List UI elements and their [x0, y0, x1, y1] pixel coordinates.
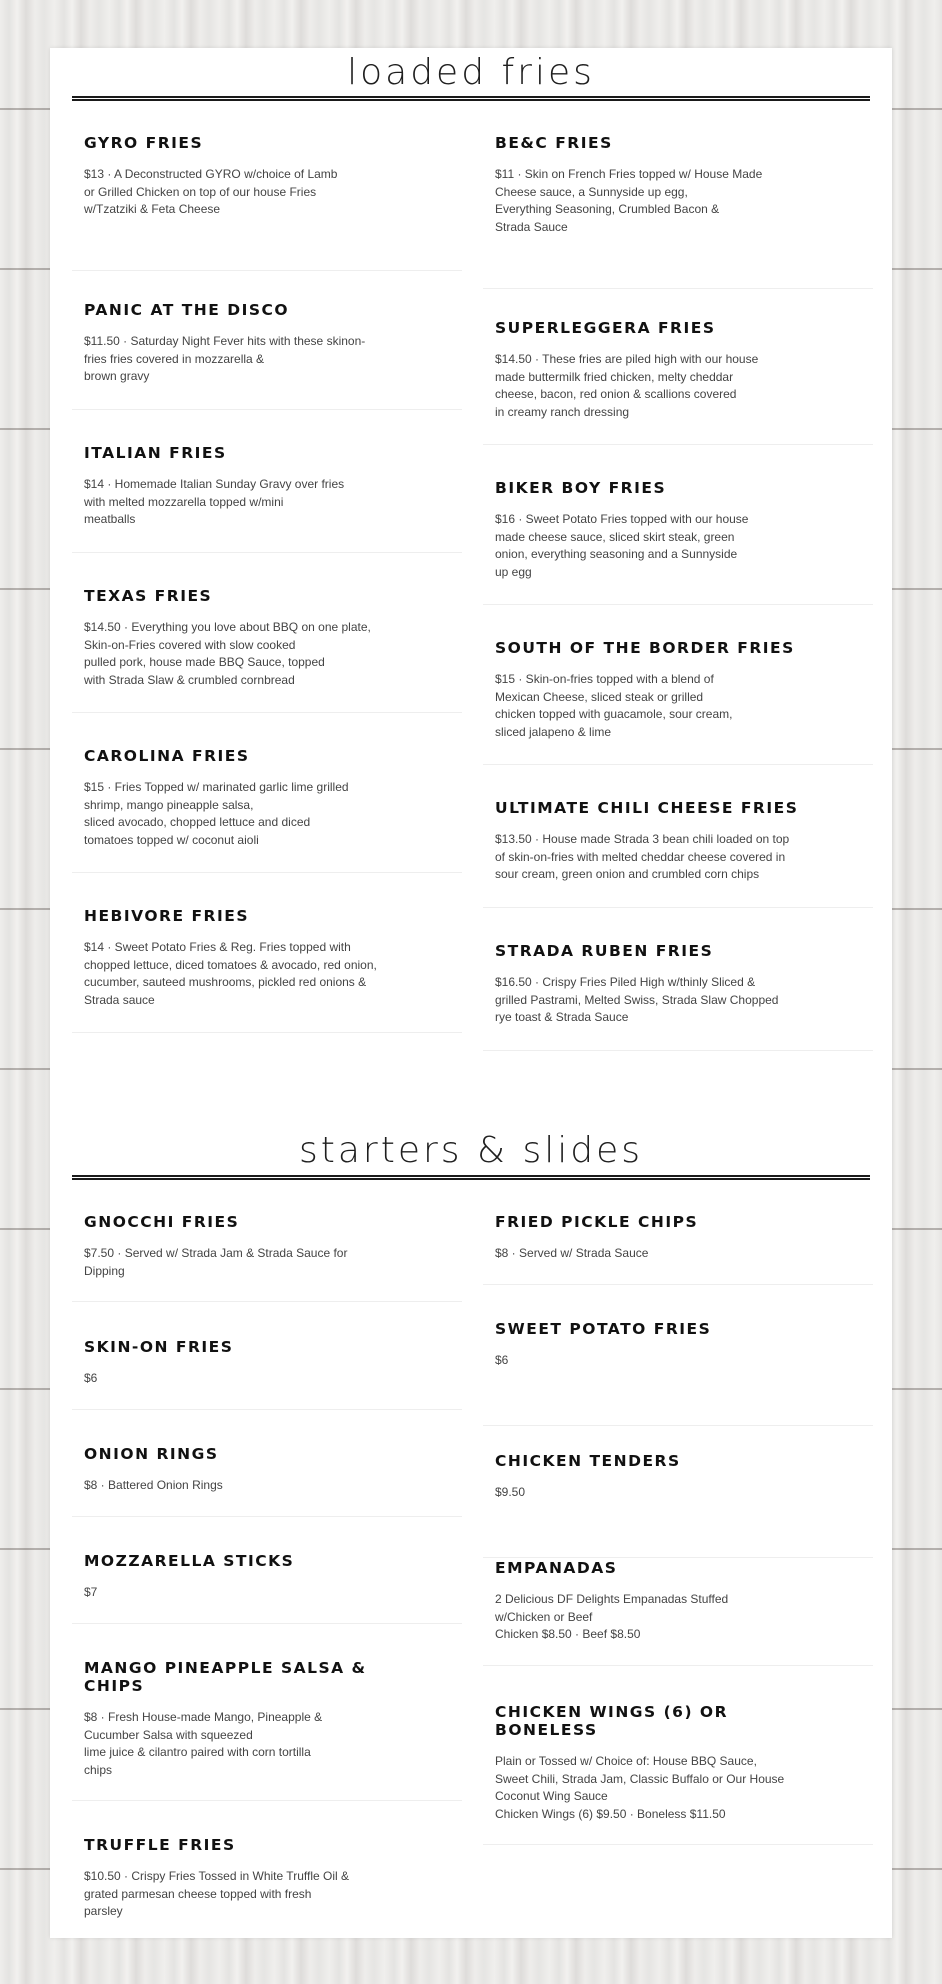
- menu-item-description: $6: [495, 1353, 509, 1367]
- menu-item-description: $8 · Battered Onion Rings: [84, 1478, 223, 1492]
- menu-item-description: $16.50 · Crispy Fries Piled High w/thinly Sliced & grilled Pastrami, Melted Swiss, Strada Slaw Chopped rye toast & Strada Sauce: [495, 975, 779, 1024]
- menu-item-description: $6: [84, 1371, 98, 1385]
- menu-item-name: CAROLINA FRIES: [84, 747, 250, 765]
- menu-item-name: CHICKEN WINGS (6) OR BONELESS: [495, 1703, 729, 1739]
- menu-item: [72, 587, 462, 713]
- menu-item: [483, 479, 873, 605]
- menu-item: [483, 639, 873, 765]
- menu-item-name: HEBIVORE FRIES: [84, 907, 250, 925]
- section-title-starters-slides: starters & slides: [298, 1130, 644, 1171]
- menu-item-name: GYRO FRIES: [84, 134, 204, 152]
- menu-item-description: $11 · Skin on French Fries topped w/ House Made Cheese sauce, a Sunnyside up egg, Everything Seasoning, Crumbled Bacon & Strada Sauce: [495, 167, 763, 234]
- menu-item: [72, 1836, 462, 1926]
- menu-item: [72, 134, 462, 271]
- menu-item-description: $8 · Served w/ Strada Sauce: [495, 1246, 649, 1260]
- menu-item-name: STRADA RUBEN FRIES: [495, 942, 714, 960]
- menu-item-name: BE&C FRIES: [495, 134, 613, 152]
- menu-item-name: SUPERLEGGERA FRIES: [495, 319, 716, 337]
- menu-item: [483, 942, 873, 1051]
- menu-item: [72, 747, 462, 873]
- menu-item-description: Plain or Tossed w/ Choice of: House BBQ Sauce, Sweet Chili, Strada Jam, Classic Buffalo or Our House Coconut Wing Sauce Chicken Wings (6) $9.50 · Boneless $11.50: [495, 1754, 785, 1821]
- menu-item-name: TEXAS FRIES: [84, 587, 213, 605]
- menu-item-description: 2 Delicious DF Delights Empanadas Stuffed w/Chicken or Beef Chicken $8.50 · Beef $8.50: [495, 1592, 729, 1641]
- menu-item-name: ONION RINGS: [84, 1445, 219, 1463]
- menu-item-name: SWEET POTATO FRIES: [495, 1320, 712, 1338]
- menu-item: [483, 1703, 873, 1845]
- section-divider: [72, 1175, 870, 1180]
- menu-item: [483, 319, 873, 445]
- menu-item: [483, 134, 873, 289]
- section-divider: [72, 96, 870, 101]
- menu-item-name: FRIED PICKLE CHIPS: [495, 1213, 699, 1231]
- menu-item-description: $8 · Fresh House-made Mango, Pineapple & Cucumber Salsa with squeezed lime juice & cilantro paired with corn tortilla chips: [84, 1710, 323, 1777]
- menu-item-name: PANIC AT THE DISCO: [84, 301, 290, 319]
- menu-item: [72, 1213, 462, 1302]
- menu-item-description: $13.50 · House made Strada 3 bean chili loaded on top of skin-on-fries with melted cheddar cheese covered in sour cream, green onion and crumbled corn chips: [495, 832, 790, 881]
- menu-item-description: $7: [84, 1585, 98, 1599]
- menu-item: [72, 1552, 462, 1624]
- menu-item-description: $9.50: [495, 1485, 526, 1499]
- menu-item: [72, 907, 462, 1033]
- menu-item-description: $14.50 · Everything you love about BBQ on one plate, Skin-on-Fries covered with slow cooked pulled pork, house made BBQ Sauce, topped with Strada Slaw & crumbled cornbread: [84, 620, 371, 687]
- section-title-loaded-fries: loaded fries: [347, 52, 595, 93]
- menu-panel: [50, 48, 892, 1938]
- menu-item-description: $11.50 · Saturday Night Fever hits with these skinon- fries fries covered in mozzarella & brown gravy: [84, 334, 366, 383]
- menu-item-name: SOUTH OF THE BORDER FRIES: [495, 639, 795, 657]
- menu-item-description: $15 · Skin-on-fries topped with a blend of Mexican Cheese, sliced steak or grilled chicken topped with guacamole, sour cream, sliced jalapeno & lime: [495, 672, 733, 739]
- menu-item: [483, 1559, 873, 1666]
- menu-item-description: $14.50 · These fries are piled high with our house made buttermilk fried chicken, melty cheddar cheese, bacon, red onion & scallions covered in creamy ranch dressing: [495, 352, 759, 419]
- menu-item-name: GNOCCHI FRIES: [84, 1213, 240, 1231]
- menu-item: [72, 444, 462, 553]
- menu-item: [483, 1320, 873, 1426]
- menu-item: [483, 799, 873, 908]
- menu-item-name: MOZZARELLA STICKS: [84, 1552, 295, 1570]
- menu-item-name: ULTIMATE CHILI CHEESE FRIES: [495, 799, 799, 817]
- menu-item: [483, 1213, 873, 1285]
- menu-item: [483, 1452, 873, 1558]
- menu-item-description: $13 · A Deconstructed GYRO w/choice of Lamb or Grilled Chicken on top of our house Fries w/Tzatziki & Feta Cheese: [84, 167, 338, 216]
- menu-item-description: $14 · Homemade Italian Sunday Gravy over fries with melted mozzarella topped w/mini meatballs: [84, 477, 345, 526]
- menu-item-description: $7.50 · Served w/ Strada Jam & Strada Sauce for Dipping: [84, 1246, 348, 1278]
- menu-item-name: CHICKEN TENDERS: [495, 1452, 681, 1470]
- menu-item-description: $16 · Sweet Potato Fries topped with our house made cheese sauce, sliced skirt steak, green onion, everything seasoning and a Sunnyside up egg: [495, 512, 749, 579]
- menu-item-name: BIKER BOY FRIES: [495, 479, 667, 497]
- menu-item: [72, 1445, 462, 1517]
- menu-item-name: SKIN-ON FRIES: [84, 1338, 234, 1356]
- menu-item-name: TRUFFLE FRIES: [84, 1836, 236, 1854]
- menu-item-description: $10.50 · Crispy Fries Tossed in White Truffle Oil & grated parmesan cheese topped with fresh parsley: [84, 1869, 349, 1918]
- menu-item: [72, 1338, 462, 1410]
- menu-item-description: $14 · Sweet Potato Fries & Reg. Fries topped with chopped lettuce, diced tomatoes & avocado, red onion, cucumber, sauteed mushrooms, pickled red onions & Strada sauce: [84, 940, 377, 1007]
- menu-item-name: EMPANADAS: [495, 1559, 618, 1577]
- menu-item-description: $15 · Fries Topped w/ marinated garlic lime grilled shrimp, mango pineapple salsa, sliced avocado, chopped lettuce and diced tomatoes topped w/ coconut aioli: [84, 780, 349, 847]
- menu-item: [72, 301, 462, 410]
- menu-item-name: ITALIAN FRIES: [84, 444, 227, 462]
- menu-item: [72, 1659, 462, 1801]
- menu-item-name: MANGO PINEAPPLE SALSA & CHIPS: [84, 1659, 367, 1695]
